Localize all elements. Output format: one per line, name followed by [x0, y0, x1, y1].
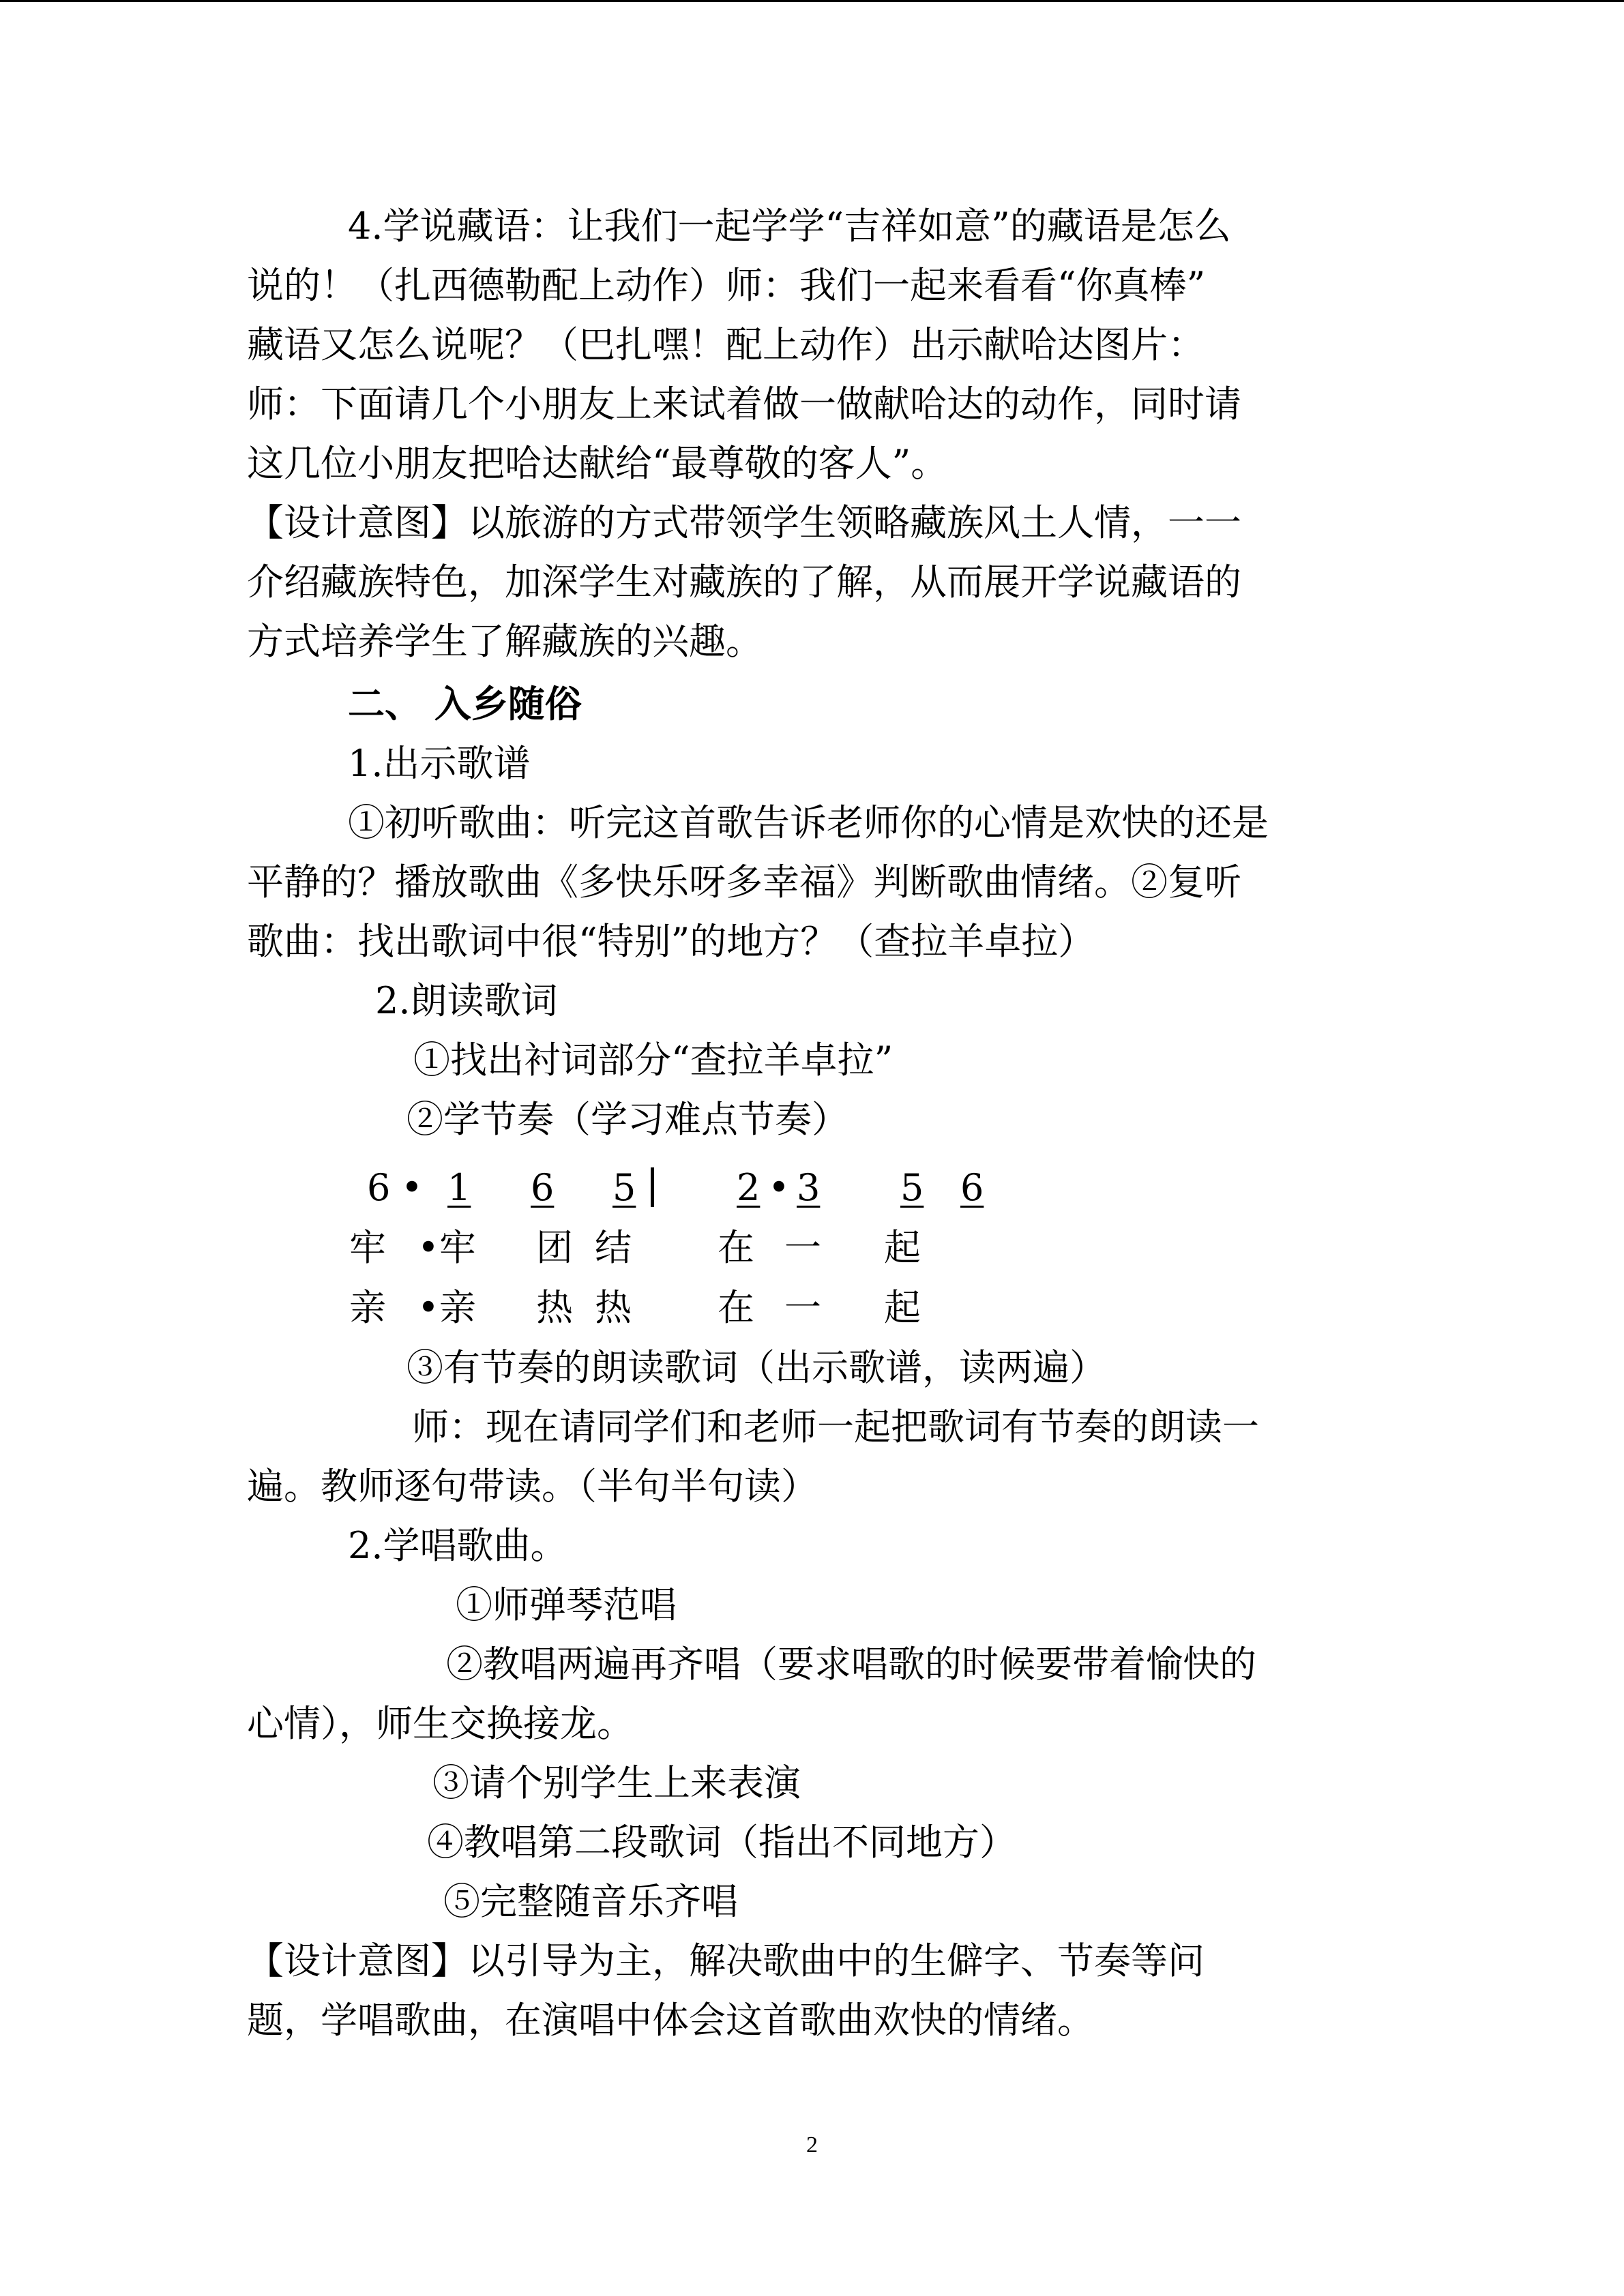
section-heading: 二、 入乡随俗 [348, 682, 582, 726]
paragraph-line: 说的！（扎西德勒配上动作）师：我们一起来看看“你真棒” [247, 264, 1206, 307]
sub-step: ①找出衬词部分“查拉羊卓拉” [413, 1039, 894, 1082]
bar-line [651, 1167, 654, 1207]
note: 6 [367, 1166, 391, 1209]
paragraph-line: 师：下面请几个小朋友上来试着做一做献哈达的动作，同时请 [247, 383, 1241, 426]
note-dot: • [768, 1166, 790, 1209]
step-heading: 1.出示歌谱 [348, 742, 531, 785]
lyric: 亲 [349, 1286, 386, 1329]
paragraph-line: 歌曲：找出歌词中很“特别”的地方？（查拉羊卓拉） [247, 920, 1095, 963]
note: 3 [797, 1166, 821, 1209]
sub-step: ⑤完整随音乐齐唱 [443, 1880, 738, 1923]
lyric: •亲 [417, 1286, 476, 1329]
note: 5 [900, 1166, 924, 1209]
note-dot: • [401, 1166, 423, 1209]
sub-step: ②学节奏（学习难点节奏） [407, 1098, 848, 1141]
lyric: 一 [784, 1226, 821, 1269]
lyric: •牢 [417, 1226, 476, 1269]
sub-step: ④教唱第二段歌词（指出不同地方） [427, 1821, 1016, 1864]
design-intent-line: 【设计意图】以旅游的方式带领学生领略藏族风土人情，一一 [247, 501, 1241, 544]
lyric: 一 [784, 1286, 821, 1329]
lyric: 结 [595, 1226, 632, 1269]
lyric: 热 [536, 1286, 573, 1329]
sub-step: ②教唱两遍再齐唱（要求唱歌的时候要带着愉快的 [446, 1643, 1256, 1686]
paragraph-line: 平静的？播放歌曲《多快乐呀多幸福》判断歌曲情绪。②复听 [247, 861, 1241, 904]
lyric: 起 [884, 1226, 921, 1269]
lyric: 热 [595, 1286, 632, 1329]
lyric: 在 [718, 1226, 754, 1269]
paragraph-line: ①初听歌曲：听完这首歌告诉老师你的心情是欢快的还是 [348, 801, 1269, 844]
paragraph-line: 遍。教师逐句带读。（半句半句读） [247, 1465, 818, 1508]
sub-step: ③请个别学生上来表演 [432, 1761, 801, 1804]
note: 2 [737, 1166, 761, 1209]
step-heading: 2.朗读歌词 [375, 979, 558, 1022]
note: 6 [960, 1166, 984, 1209]
design-intent-line: 方式培养学生了解藏族的兴趣。 [247, 620, 763, 663]
page-number: 2 [806, 2132, 818, 2158]
top-border [0, 0, 1624, 2]
step-heading: 2.学唱歌曲。 [348, 1524, 567, 1567]
lyric: 起 [884, 1286, 921, 1329]
lyric: 牢 [349, 1226, 386, 1269]
note: 1 [447, 1166, 471, 1209]
paragraph-line: 心情），师生交换接龙。 [247, 1702, 634, 1745]
sub-step: ①师弹琴范唱 [456, 1583, 677, 1626]
note: 5 [612, 1166, 636, 1209]
paragraph-line: 这几位小朋友把哈达献给“最尊敬的客人”。 [247, 442, 948, 485]
lyric: 在 [718, 1286, 754, 1329]
paragraph-line: 师：现在请同学们和老师一起把歌词有节奏的朗读一 [412, 1405, 1259, 1448]
design-intent-line: 题，学唱歌曲，在演唱中体会这首歌曲欢快的情绪。 [247, 1999, 1094, 2042]
lyric: 团 [536, 1226, 573, 1269]
note: 6 [531, 1166, 555, 1209]
paragraph-line: 4.学说藏语：让我们一起学学“吉祥如意”的藏语是怎么 [348, 205, 1231, 248]
design-intent-line: 介绍藏族特色，加深学生对藏族的了解，从而展开学说藏语的 [247, 561, 1241, 603]
sub-step: ③有节奏的朗读歌词（出示歌谱，读两遍） [407, 1346, 1106, 1389]
paragraph-line: 藏语又怎么说呢？（巴扎嘿！配上动作）出示献哈达图片： [247, 323, 1205, 366]
design-intent-line: 【设计意图】以引导为主，解决歌曲中的生僻字、节奏等问 [247, 1939, 1205, 1982]
